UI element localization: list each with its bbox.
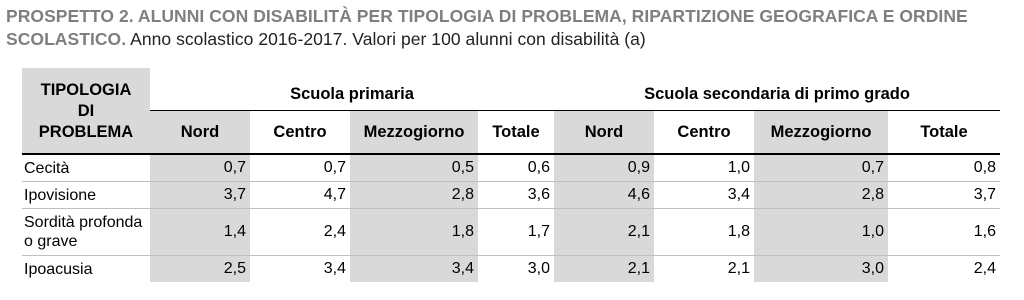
table-cell: 3,4 (654, 182, 754, 209)
table-cell: 1,0 (654, 154, 754, 182)
title-bold: PROSPETTO 2. ALUNNI CON DISABILITÀ PER TIPOLOGIA DI PROBLEMA, RIPARTIZIONE GEOGRAFICA E ORDINE SCOLASTICO. (6, 6, 968, 49)
col-header: Nord (554, 111, 654, 155)
data-table (22, 68, 1000, 282)
col-header: Mezzogiorno (350, 111, 478, 155)
table-cell: 1,4 (150, 209, 250, 256)
header-column-row (22, 111, 1000, 155)
table-cell: 0,7 (754, 154, 888, 182)
col-header: Centro (654, 111, 754, 155)
row-label: Ipovisione (22, 182, 150, 209)
table-cell: 0,7 (150, 154, 250, 182)
stub-header-line-2: DI (77, 102, 95, 120)
row-label: Sordità profonda o grave (22, 209, 150, 256)
table-cell: 3,7 (888, 182, 1000, 209)
stub-header-line-3: PROBLEMA (38, 123, 134, 141)
table-cell: 1,8 (350, 209, 478, 256)
table-cell: 0,8 (888, 154, 1000, 182)
col-header: Totale (888, 111, 1000, 155)
table-cell: 2,4 (973, 260, 997, 277)
table-row (22, 182, 1000, 209)
table-cell: 3,4 (323, 260, 346, 277)
table-cell: 0,6 (478, 154, 554, 182)
table-cell: 2,4 (250, 209, 350, 256)
table-row (22, 256, 1000, 283)
table-cell: 4,7 (250, 182, 350, 209)
table-cell: 2,8 (350, 182, 478, 209)
group-header-primaria: Scuola primaria (150, 68, 554, 111)
table-cell: 1,7 (478, 209, 554, 256)
table-row (22, 209, 1000, 256)
stub-header (22, 68, 150, 154)
table-cell: 1,8 (654, 209, 754, 256)
table-cell: 3,7 (150, 182, 250, 209)
table-cell: 3,4 (350, 256, 478, 283)
table-cell: 0,9 (554, 154, 654, 182)
header-group-row (22, 68, 1000, 111)
table-cell: 2,1 (554, 209, 654, 256)
row-label: Ipoacusia (24, 260, 93, 278)
stub-header-line-1: TIPOLOGIA (40, 81, 132, 99)
table-cell: 2,1 (727, 260, 750, 277)
col-header: Mezzogiorno (754, 111, 888, 155)
row-label: Cecità (22, 154, 150, 182)
table-cell: 0,7 (250, 154, 350, 182)
table-cell: 2,8 (754, 182, 888, 209)
table-cell: 1,0 (754, 209, 888, 256)
title-subtitle: Anno scolastico 2016-2017. Valori per 100 alunni con disabilità (a) (130, 29, 646, 49)
table-cell: 1,6 (888, 209, 1000, 256)
col-header: Nord (150, 111, 250, 155)
col-header: Totale (478, 111, 554, 155)
table-cell: 3,6 (478, 182, 554, 209)
col-header: Centro (250, 111, 350, 155)
table-cell: 2,5 (150, 256, 250, 283)
data-table-container (22, 68, 1000, 300)
table-cell: 2,1 (554, 256, 654, 283)
table-cell: 3,0 (527, 260, 550, 277)
table-cell: 3,0 (754, 256, 888, 283)
table-cell: 0,5 (350, 154, 478, 182)
group-header-secondaria: Scuola secondaria di primo grado (554, 68, 1000, 111)
table-cell: 4,6 (554, 182, 654, 209)
table-title (6, 5, 1018, 51)
table-row (22, 154, 1000, 182)
